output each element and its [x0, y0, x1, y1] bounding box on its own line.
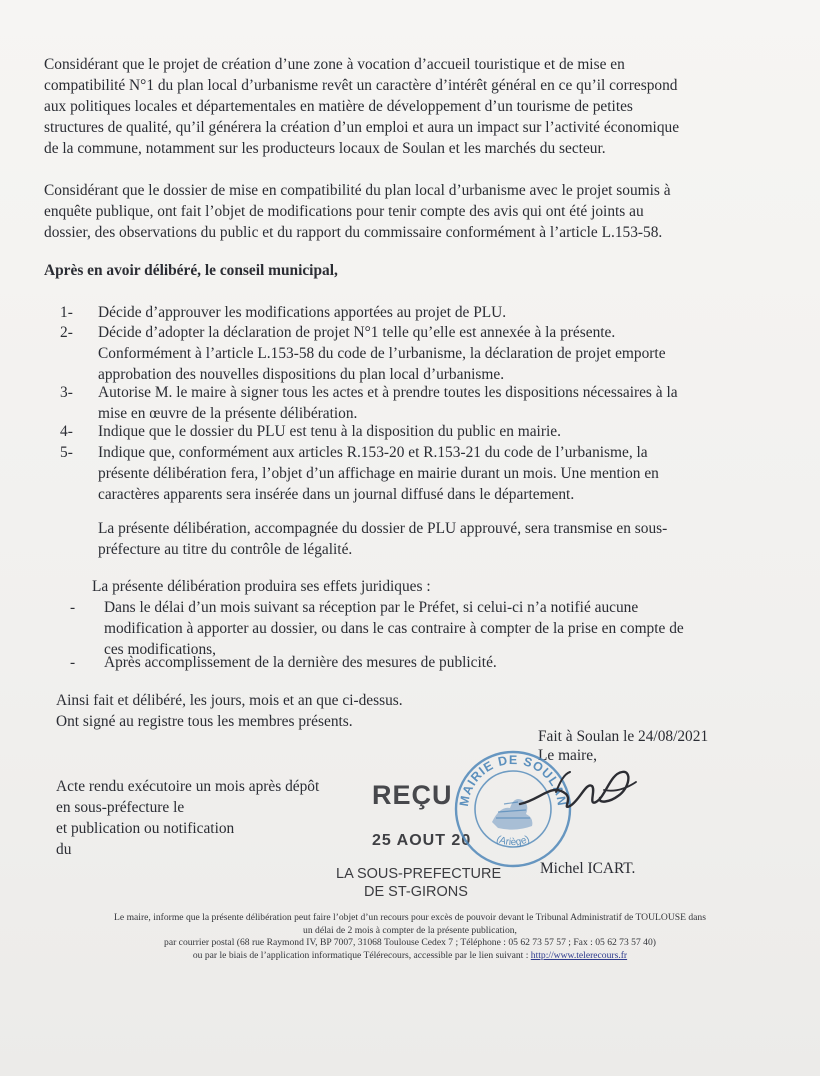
text-line: Ont signé au registre tous les membres présents. — [56, 713, 353, 730]
text-line: et publication ou notification — [56, 820, 235, 837]
paragraph-considerant-2 — [44, 180, 764, 243]
signature-place-date: Fait à Soulan le 24/08/2021 — [538, 728, 709, 745]
footer-line — [40, 950, 780, 963]
text-line: Dans le délai d’un mois suivant sa réception par le Préfet, si celui-ci n’a notifié aucune — [104, 599, 639, 616]
footer-line-prefix: ou par le biais de l’application informatique Télérecours, accessible par le lien suivant : — [192, 949, 529, 961]
text-line: ces modifications, — [104, 641, 216, 658]
text-line: présente délibération fera, l’objet d’un affichage en mairie durant un mois. Une mention en — [98, 465, 659, 482]
text-line: dossier, des observations du public et du rapport du commissaire conformément à l’article L.153-58. — [44, 224, 663, 241]
text-line: Après accomplissement de la dernière des mesures de publicité. — [104, 654, 497, 671]
transmission-paragraph — [98, 518, 760, 560]
text-line: Autorise M. le maire à signer tous les actes et à prendre toutes les dispositions nécessaires à la — [98, 384, 678, 401]
text-line: Acte rendu exécutoire un mois après dépôt — [56, 778, 320, 795]
item-number: 4- — [60, 423, 73, 440]
text-line: Indique que le dossier du PLU est tenu à la disposition du public en mairie. — [98, 423, 561, 440]
text-line: La présente délibération, accompagnée du dossier de PLU approuvé, sera transmise en sous- — [98, 520, 668, 537]
text-line: Conformément à l’article L.153-58 du code de l’urbanisme, la déclaration de projet emporte — [98, 345, 666, 362]
appeal-notice — [40, 912, 780, 962]
text-line: modification à apporter au dossier, ou dans le cas contraire à compter de la prise en compte de — [104, 620, 684, 637]
text-line: compatibilité N°1 du plan local d’urbanisme revêt un caractère d’intérêt général en ce qu’il correspond — [44, 77, 678, 94]
item-dash: - — [70, 599, 76, 616]
received-stamp-city: DE ST-GIRONS — [364, 884, 468, 900]
closing-statement — [56, 690, 403, 732]
item-number: 2- — [60, 324, 73, 341]
text-line: Décide d’approuver les modifications apportées au projet de PLU. — [98, 304, 507, 321]
footer-line: un délai de 2 mois à compter de la présente publication, — [303, 924, 517, 936]
executoire-block — [56, 776, 319, 860]
text-line: enquête publique, ont fait l’objet de modifications pour tenir compte des avis qui ont été joints au — [44, 203, 644, 220]
received-stamp-office: LA SOUS-PREFECTURE — [336, 866, 502, 882]
received-stamp-date: 25 AOUT 20 — [372, 832, 472, 849]
svg-text:(Ariège) — [495, 834, 532, 848]
text-line: de la commune, notamment sur les producteurs locaux de Soulan et les marchés du secteur. — [44, 140, 606, 157]
effects-intro: La présente délibération produira ses effets juridiques : — [92, 578, 431, 595]
text-line: caractères apparents sera insérée dans un journal diffusé dans le département. — [98, 486, 575, 503]
signatory-name: Michel ICART. — [540, 860, 636, 877]
deliberation-heading: Après en avoir délibéré, le conseil municipal, — [44, 262, 338, 279]
seal-top-text: MAIRIE DE SOULAN — [456, 752, 570, 808]
received-stamp-word: REÇU — [372, 780, 453, 810]
item-number: 3- — [60, 384, 73, 401]
text-line: Indique que, conformément aux articles R.153-20 et R.153-21 du code de l’urbanisme, la — [98, 444, 648, 461]
telerecours-link[interactable]: http://www.telerecours.fr — [530, 949, 628, 961]
text-line: en sous-préfecture le — [56, 799, 185, 816]
text-line: mise en œuvre de la présente délibération. — [98, 405, 358, 422]
text-line: du — [56, 841, 72, 858]
text-line: Décide d’adopter la déclaration de projet N°1 telle qu’elle est annexée à la présente. — [98, 324, 616, 341]
text-line: approbation des nouvelles dispositions du plan local d’urbanisme. — [98, 366, 505, 383]
text-line: Considérant que le projet de création d’une zone à vocation d’accueil touristique et de mise en — [44, 56, 625, 73]
text-line: Considérant que le dossier de mise en compatibilité du plan local d’urbanisme avec le projet soumis à — [44, 182, 671, 199]
text-line: préfecture au titre du contrôle de légalité. — [98, 541, 353, 558]
text-line: structures de qualité, qu’il générera la création d’un emploi et aura un impact sur l’activité économique — [44, 119, 680, 136]
seal-bottom-text: (Ariège) — [494, 833, 532, 849]
handwritten-signature — [500, 752, 650, 832]
item-dash: - — [70, 654, 76, 671]
paragraph-considerant-1 — [44, 54, 764, 159]
text-line: aux politiques locales et départementales en matière de développement d’un tourisme de petites — [44, 98, 633, 115]
item-number: 5- — [60, 444, 73, 461]
text-line: Ainsi fait et délibéré, les jours, mois et an que ci-dessus. — [56, 692, 403, 709]
item-number: 1- — [60, 304, 73, 321]
signature-role: Le maire, — [538, 747, 597, 764]
footer-line: Le maire, informe que la présente délibération peut faire l’objet d’un recours pour excès de pouvoir devant le Tribunal Administratif de TOULOUSE dans — [114, 912, 706, 923]
footer-line: par courrier postal (68 rue Raymond IV, BP 7007, 31068 Toulouse Cedex 7 ; Téléphone : 05 62 73 57 57 ; Fax : 05 62 73 57 40) — [164, 937, 656, 949]
